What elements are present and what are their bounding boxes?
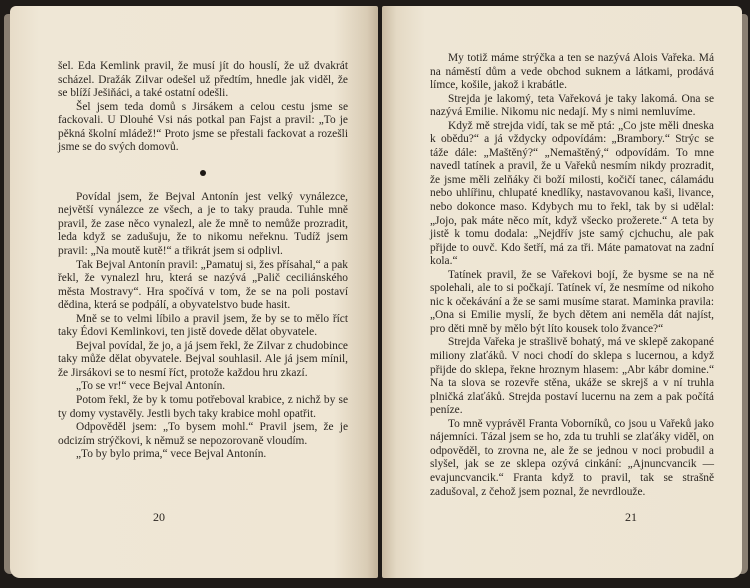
left-page [10,6,378,578]
right-page-text [430,52,714,499]
paragraph: Tak Bejval Antonín pravil: „Pamatuj si, žes přísahal,“ a pak řekl, že vynalezl hru, která se nazývá „Palič ceciliánského města Mostravy“. Hra spočívá v tom, že se na poli postaví dědina, která se podpálí, a obyvatelstvo bude hasit. [58,258,348,312]
bullet-ornament-icon [200,170,206,176]
paragraph: Bejval povídal, že jo, a já jsem řekl, že Zilvar z chudobince taky může dělat obyvatele. Bejval souhlasil. Ale já jsem mínil, že Jirsákovi se to nesmí říct, protože každou hru zkazí. [58,339,348,379]
paragraph: Povídal jsem, že Bejval Antonín jest velký vynálezce, největší vynálezce ze všech, a je to taky prauda. Tuhle mně pravil, že zase něco vynalezl, ale že mně to nemůže prozradit, leda když se zadušuju, že to nikomu neřeknu. Tudíž jsem pravil: „Na moutě kutě!“ a třikrát jsem si odplivl. [58,190,348,258]
paragraph: To mně vyprávěl Franta Voborníků, co jsou u Vařeků jako nájemníci. Tázal jsem se ho, zda tu truhli se zlaťáky viděl, on odpověděl, to zrovna ne, ale že se jednou v noci probudil a slyšel, jak se ze sklepa ozývá cinkání: „Ajnuncvancik — evajuncvancik.“ Franta když to pravil, tak se strašně zadušoval, z čehož jsem poznal, že nevrdlouže. [430,417,714,498]
page-number: 20 [153,510,165,524]
paragraph: Šel jsem teda domů s Jirsákem a celou cestu jsme se fackovali. U Dlouhé Vsi nás potkal pan Fajst a pravil: „To je pěkná školní mládež!“ Proto jsme se přestali fackovat a rozešli jsme se do svých domovů. [58,100,348,154]
page-number: 21 [625,510,637,524]
paragraph: Strejda Vařeka je strašlivě bohatý, má ve sklepě zakopané miliony zlaťáků. V noci chodí do sklepa s lucernou, a když přijde do sklepa, řekne hroznym hlasem: „Abr kábr domine.“ Na ta slova se rozevře stěna, ukáže se skrejš a v ní truhla plničká zlaťáků. Strejda postaví lucernu na zem a pak počítá peníze. [430,336,714,417]
paragraph: Když mě strejda vidí, tak se mě ptá: „Co jste měli dneska k obědu?“ a já vždycky odpovídám: „Brambory.“ Strýc se táže dále: „Maštěný?“ „Nemaštěný,“ odpovídám. To mne navedl tatínek a pravil, že u Vařeků nesmím nikdy prozradit, že jsme měli zelňáky či boží milosti, kočičí tanec, cálamádu nebo uhlířinu, chlupaté knedlíky, nastavovanou kaši, livance, nebo dokonce maso. Kdybych mu to řekl, tak by si udělal: „Jojo, pak máte něco mít, když všecko prožerete.“ A teta by jistě k tomu dodala: „Nejdřív jste samý cjchuchu, ale pak přijde to ouvč. Kdo šetří, má za tři. Máte pamatovat na zadní kola.“ [430,119,714,268]
paragraph: Tatínek pravil, že se Vařekovi bojí, že bysme se na ně spolehali, ale to si počkají. Tatínek ví, že nesmíme od nikoho nic k očekávání a že se sami musíme starat. Maminka pravila: „Ona si Emilie myslí, že bych dětem ani neměla dát najíst, pro děti mně by mělo být líto kousek tolo žvance?“ [430,268,714,335]
paragraph: Potom řekl, že by k tomu potřeboval krabice, z nichž by se ty domy vystavěly. Jestli bych taky krabice mohl opatřit. [58,394,348,420]
section-divider [58,167,348,177]
paragraph: šel. Eda Kemlink pravil, že musí jít do houslí, že už dvakrát scházel. Dražák Zilvar odešel už předtím, hnedle jak viděl, že se blíží Ješiňáci, a také ostatní odešli. [58,60,348,100]
paragraph: Mně se to velmi líbilo a pravil jsem, že by se to mělo říct taky Édovi Kemlinkovi, ten jistě dovede dělat obyvatele. [58,312,348,339]
paragraph: „To se vr!“ vece Bejval Antonín. [76,380,226,393]
right-page [382,6,742,578]
paragraph: „To by bylo prima,“ vece Bejval Antonín. [76,448,267,461]
paragraph: Odpověděl jsem: „To bysem mohl.“ Pravil jsem, že je odcizím strýčkovi, k němuž se nepozorovaně vloudím. [58,421,348,447]
paragraph: Strejda je lakomý, teta Vařeková je taky lakomá. Ona se nazývá Emilie. Nikomu nic nedají. My s nimi nemluvíme. [430,92,714,119]
paragraph: My totiž máme strýčka a ten se nazývá Alois Vařeka. Má na náměstí dům a vede obchod suknem a látkami, prodává límce, košile, jakož i krabátle. [430,52,714,92]
left-page-text [58,60,348,462]
